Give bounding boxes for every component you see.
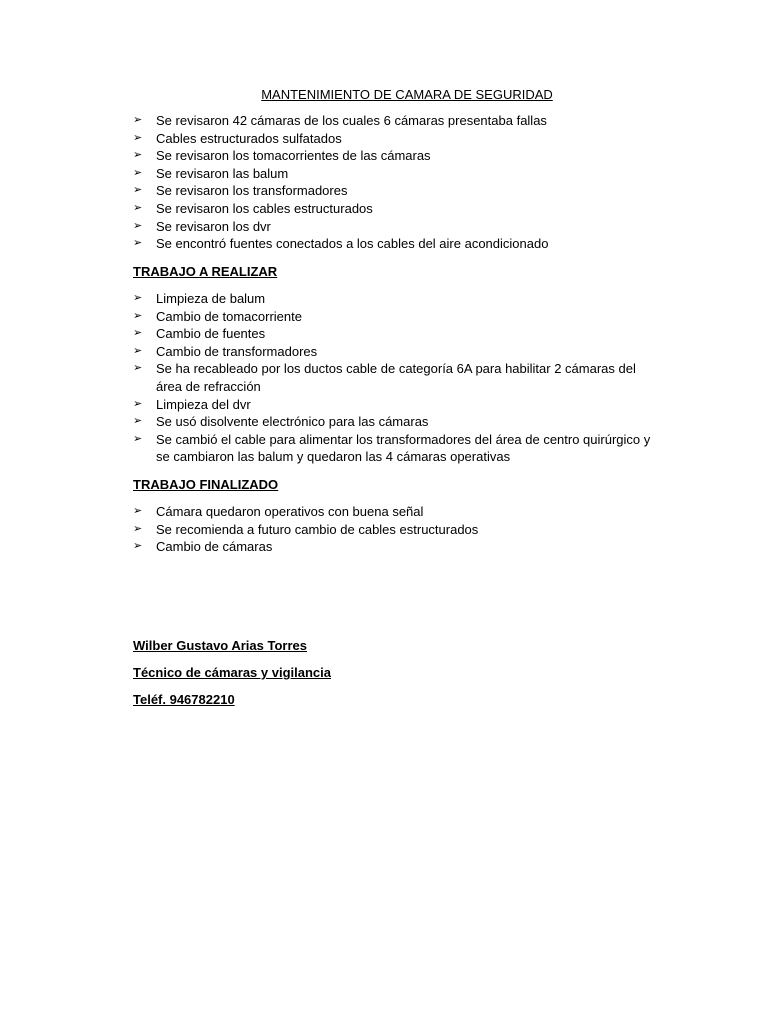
signature-phone: Teléf. 946782210 bbox=[133, 692, 235, 707]
list-item: ➢ Se usó disolvente electrónico para las cámaras bbox=[133, 414, 429, 430]
arrow-bullet-icon: ➢ bbox=[133, 219, 143, 232]
list-item: ➢ Limpieza del dvr bbox=[133, 396, 251, 412]
list-item: ➢ Se revisaron los dvr bbox=[133, 218, 271, 234]
list-item: ➢ Cámara quedaron operativos con buena señal bbox=[133, 504, 424, 519]
list-item: ➢ Cambio de tomacorriente bbox=[133, 308, 302, 324]
list-item: ➢ Limpieza de balum bbox=[133, 291, 266, 306]
signature-role: Técnico de cámaras y vigilancia bbox=[133, 665, 331, 680]
arrow-bullet-icon: ➢ bbox=[133, 131, 143, 144]
arrow-bullet-icon: ➢ bbox=[133, 292, 143, 304]
work-list bbox=[133, 290, 673, 466]
list-item: ➢ Se revisaron 42 cámaras de los cuales 6 cámaras presentaba fallas bbox=[133, 113, 547, 128]
list-item: ➢ Se cambió el cable para alimentar los transformadores del área de centro quirúrgico y se cambiaron las balum y quedaron las 4 cámaras operativas bbox=[133, 431, 651, 465]
work-heading: TRABAJO A REALIZAR bbox=[133, 264, 278, 279]
arrow-bullet-icon: ➢ bbox=[133, 522, 143, 535]
list-item: ➢ Se revisaron los cables estructurados bbox=[133, 200, 373, 216]
list-item: ➢ Se recomienda a futuro cambio de cables estructurados bbox=[133, 521, 479, 537]
arrow-bullet-icon: ➢ bbox=[133, 201, 143, 214]
signature-name: Wilber Gustavo Arias Torres bbox=[133, 638, 307, 653]
finished-list bbox=[133, 503, 673, 556]
arrow-bullet-icon: ➢ bbox=[133, 184, 143, 197]
list-item: ➢ Cambio de fuentes bbox=[133, 326, 266, 342]
arrow-bullet-icon: ➢ bbox=[133, 397, 143, 410]
arrow-bullet-icon: ➢ bbox=[133, 415, 143, 428]
arrow-bullet-icon: ➢ bbox=[133, 432, 143, 445]
arrow-bullet-icon: ➢ bbox=[133, 540, 143, 553]
arrow-bullet-icon: ➢ bbox=[133, 166, 143, 179]
arrow-bullet-icon: ➢ bbox=[133, 344, 143, 357]
list-item: ➢ Se revisaron los tomacorrientes de las cámaras bbox=[133, 148, 431, 164]
arrow-bullet-icon: ➢ bbox=[133, 114, 143, 126]
inspection-list bbox=[133, 112, 673, 253]
list-item: ➢ Se revisaron los transformadores bbox=[133, 183, 348, 199]
list-item: ➢ Cambio de transformadores bbox=[133, 343, 318, 359]
list-item: ➢ Cambio de cámaras bbox=[133, 539, 273, 555]
arrow-bullet-icon: ➢ bbox=[133, 237, 143, 250]
list-item: ➢ Se revisaron las balum bbox=[133, 165, 289, 181]
document-title: MANTENIMIENTO DE CAMARA DE SEGURIDAD bbox=[261, 87, 553, 102]
list-item: ➢ Cables estructurados sulfatados bbox=[133, 130, 342, 146]
finished-heading: TRABAJO FINALIZADO bbox=[133, 477, 279, 492]
arrow-bullet-icon: ➢ bbox=[133, 362, 143, 375]
arrow-bullet-icon: ➢ bbox=[133, 327, 143, 340]
arrow-bullet-icon: ➢ bbox=[133, 149, 143, 162]
list-item: ➢ Se encontró fuentes conectados a los cables del aire acondicionado bbox=[133, 236, 549, 252]
arrow-bullet-icon: ➢ bbox=[133, 309, 143, 322]
list-item: ➢ Se ha recableado por los ductos cable de categoría 6A para habilitar 2 cámaras del área de refracción bbox=[133, 361, 636, 394]
arrow-bullet-icon: ➢ bbox=[133, 505, 143, 517]
